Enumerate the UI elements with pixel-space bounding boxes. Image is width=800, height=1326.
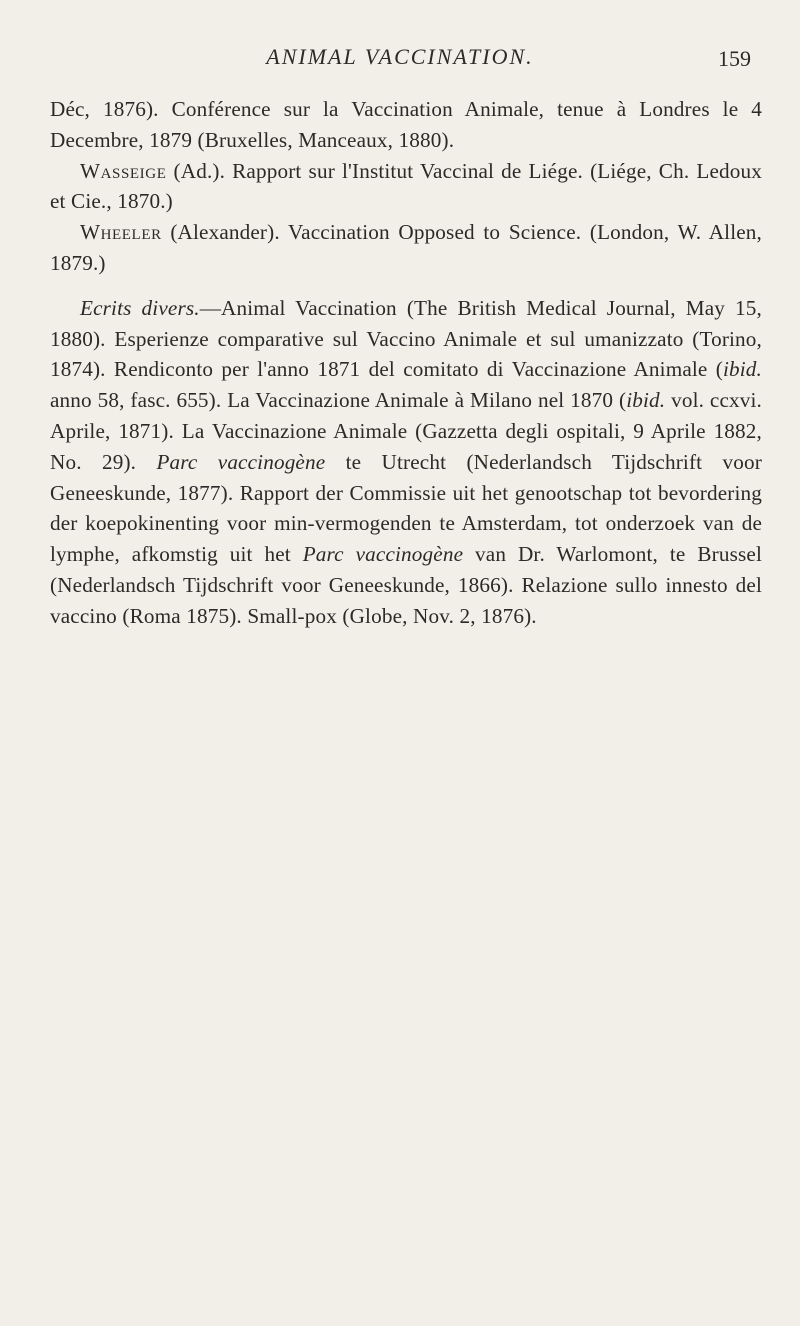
entry-text: vol. ccxvi. Aprile, 1871). La Vaccinazione Animale (Gazzetta degli ospitali, 9 Aprile 1882, No. 29).	[50, 388, 762, 474]
author-name: Wasseige	[80, 158, 167, 183]
author-name: Wheeler	[80, 220, 162, 245]
entry-wasseige	[50, 156, 762, 218]
entry-text: van Dr. Warlomont, te Brussel (Nederlandsch Tijdschrift voor Geneeskunde, 1866). Relazione sullo innesto del vaccino (Roma 1875). Small-pox (Globe, Nov. 2, 1876).	[50, 542, 762, 628]
entry-wheeler	[50, 217, 762, 279]
entry-conference	[50, 94, 762, 156]
entry-text: (Ad.). Rapport sur l'Institut Vaccinal de Liége. (Liége, Ch. Ledoux et Cie., 1870.)	[50, 158, 762, 214]
entry-ecrits-divers	[50, 293, 762, 632]
italic-title: Parc vaccinogène	[156, 449, 326, 474]
page-header	[0, 40, 800, 80]
bibliography-text	[50, 94, 762, 632]
entry-text: te Utrecht (Nederlandsch Tijdschrift voor Geneeskunde, 1877). Rapport der Commissie uit het genootschap tot bevordering der koepokinenting voor min-vermogenden te Amsterdam, tot onderzoek van de lymphe, afkomstig uit het	[50, 449, 762, 567]
italic-title: Parc vaccinogène	[302, 542, 464, 567]
entry-conference-text: Déc, 1876). Conférence sur la Vaccination Animale, tenue à Londres le 4 Decembre, 1879 (Bruxelles, Manceaux, 1880).	[50, 97, 762, 152]
entry-text: (Alexander). Vaccination Opposed to Science. (London, W. Allen, 1879.)	[50, 220, 762, 275]
entry-text: anno 58, fasc. 655). La Vaccinazione Animale à Milano nel 1870 (	[50, 388, 627, 413]
page-number: 159	[718, 46, 751, 71]
ibid-reference: ibid.	[626, 388, 666, 413]
ibid-reference: ibid.	[722, 357, 762, 382]
section-heading: Ecrits divers.	[80, 295, 200, 320]
entry-text: —Animal Vaccination (The British Medical Journal, May 15, 1880). Esperienze comparative sul Vaccino Animale et sul umanizzato (Torino, 1874). Rendiconto per l'anno 1871 del comitato di Vaccinazione Animale (	[50, 295, 762, 382]
running-head: ANIMAL VACCINATION.	[266, 44, 534, 69]
